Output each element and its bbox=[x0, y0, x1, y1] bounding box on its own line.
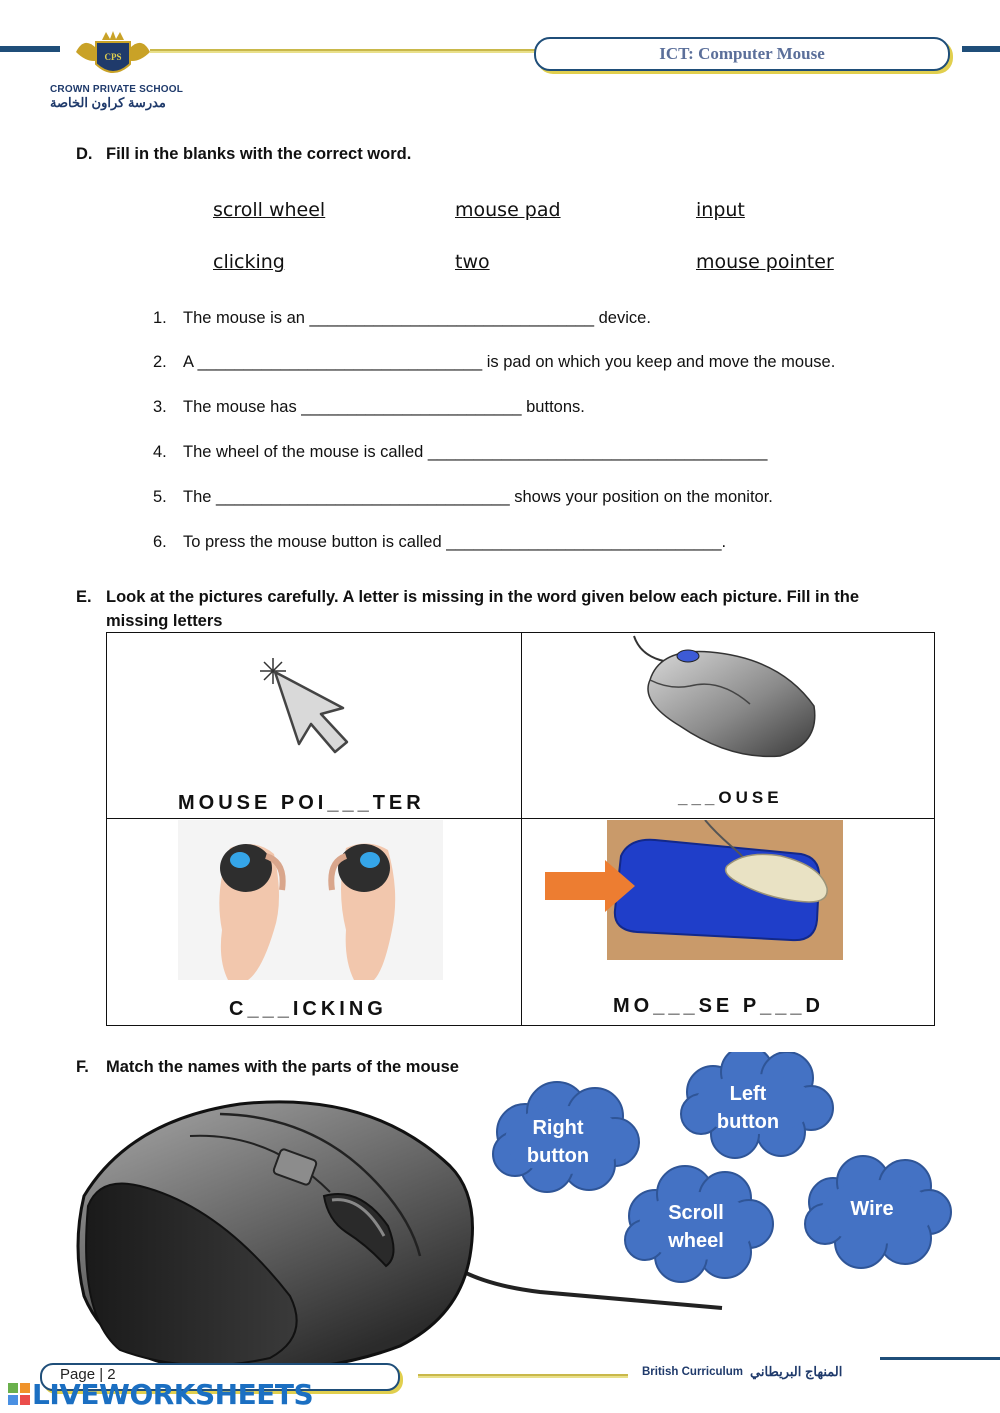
computer-mouse-icon bbox=[630, 634, 820, 760]
label-left-button[interactable] bbox=[688, 1080, 808, 1136]
curriculum-ar: المنهاج البريطاني bbox=[750, 1364, 843, 1379]
word-bank-item: mouse pointer bbox=[696, 251, 834, 273]
question-text: The mouse is an _______________________________ device. bbox=[183, 309, 651, 327]
label-scroll-wheel[interactable] bbox=[636, 1199, 756, 1255]
word-bank-item: scroll wheel bbox=[213, 199, 326, 221]
section-e-heading bbox=[76, 585, 956, 633]
label-left-button-line1: Left bbox=[729, 1083, 767, 1105]
missing-letter-word[interactable]: ___OUSE bbox=[678, 788, 783, 807]
page-number: Page | 2 bbox=[60, 1366, 116, 1383]
section-e-letter: E. bbox=[76, 588, 92, 606]
section-d-letter: D. bbox=[76, 145, 93, 163]
footer-gold-rule bbox=[418, 1374, 628, 1378]
liveworksheets-logo-icon bbox=[8, 1383, 30, 1407]
question-number: 3. bbox=[153, 398, 167, 416]
question-number: 4. bbox=[153, 443, 167, 461]
label-scroll-wheel-line1: Scroll bbox=[668, 1202, 724, 1224]
label-wire[interactable] bbox=[812, 1195, 932, 1223]
school-name-ar: مدرسة كراون الخاصة bbox=[50, 95, 166, 110]
word-bank-item: input bbox=[696, 199, 745, 221]
missing-letter-word[interactable]: MO___SE P___D bbox=[613, 995, 824, 1017]
question-number: 2. bbox=[153, 353, 167, 371]
curriculum-en: British Curriculum bbox=[642, 1366, 743, 1378]
label-right-button-line1: Right bbox=[532, 1117, 584, 1139]
section-f-letter: F. bbox=[76, 1058, 89, 1076]
section-e-title-line1: Look at the pictures carefully. A letter is missing in the word given below each picture. Fill in the bbox=[106, 588, 860, 606]
question-2[interactable] bbox=[153, 353, 835, 372]
logo-text: CPS bbox=[104, 52, 122, 62]
question-text: The mouse has ________________________ buttons. bbox=[183, 398, 585, 416]
question-1[interactable] bbox=[153, 309, 651, 328]
hands-clicking-mouse-icon bbox=[178, 820, 443, 980]
question-number: 6. bbox=[153, 533, 167, 551]
word-bank-item: clicking bbox=[213, 251, 285, 273]
question-text: A _______________________________ is pad on which you keep and move the mouse. bbox=[183, 353, 836, 371]
worksheet-title: ICT: Computer Mouse bbox=[534, 37, 950, 71]
mouse-on-pad-icon bbox=[545, 820, 843, 960]
question-number: 5. bbox=[153, 488, 167, 506]
section-f-title: Match the names with the parts of the mouse bbox=[106, 1058, 459, 1076]
section-d-title: Fill in the blanks with the correct word. bbox=[106, 145, 412, 163]
label-wire-text: Wire bbox=[850, 1198, 894, 1220]
question-3[interactable] bbox=[153, 398, 585, 417]
school-name-en: CROWN PRIVATE SCHOOL bbox=[50, 84, 184, 95]
question-6[interactable] bbox=[153, 533, 726, 552]
school-crest-logo bbox=[66, 30, 160, 86]
word-bank-item: mouse pad bbox=[455, 199, 561, 221]
label-left-button-line2: button bbox=[716, 1111, 780, 1133]
missing-letter-word[interactable]: C___ICKING bbox=[229, 998, 387, 1020]
missing-letter-word[interactable]: MOUSE POI___TER bbox=[178, 792, 425, 814]
grid-divider-vertical bbox=[521, 632, 522, 1026]
question-text: To press the mouse button is called ______________________________. bbox=[183, 533, 727, 551]
question-text: The wheel of the mouse is called _____________________________________ bbox=[183, 443, 768, 461]
section-e-title-line2: missing letters bbox=[106, 612, 223, 630]
question-4[interactable] bbox=[153, 443, 767, 462]
word-bank-item: two bbox=[455, 251, 490, 273]
question-5[interactable] bbox=[153, 488, 773, 507]
header-gold-rule bbox=[150, 49, 540, 53]
mouse-pointer-arrow-icon bbox=[255, 652, 365, 762]
question-number: 1. bbox=[153, 309, 167, 327]
section-d-heading bbox=[76, 145, 411, 164]
grid-divider-horizontal bbox=[106, 818, 935, 819]
label-scroll-wheel-line2: wheel bbox=[668, 1230, 724, 1252]
header-rule-left bbox=[0, 46, 60, 52]
question-text: The ________________________________ shows your position on the monitor. bbox=[183, 488, 773, 506]
label-right-button[interactable] bbox=[498, 1114, 618, 1170]
header-rule-right bbox=[962, 46, 1000, 52]
section-f-heading bbox=[76, 1058, 459, 1077]
footer-rule-right bbox=[880, 1357, 1000, 1360]
liveworksheets-watermark[interactable]: LIVEWORKSHEETS bbox=[32, 1378, 314, 1411]
label-right-button-line2: button bbox=[526, 1145, 590, 1167]
